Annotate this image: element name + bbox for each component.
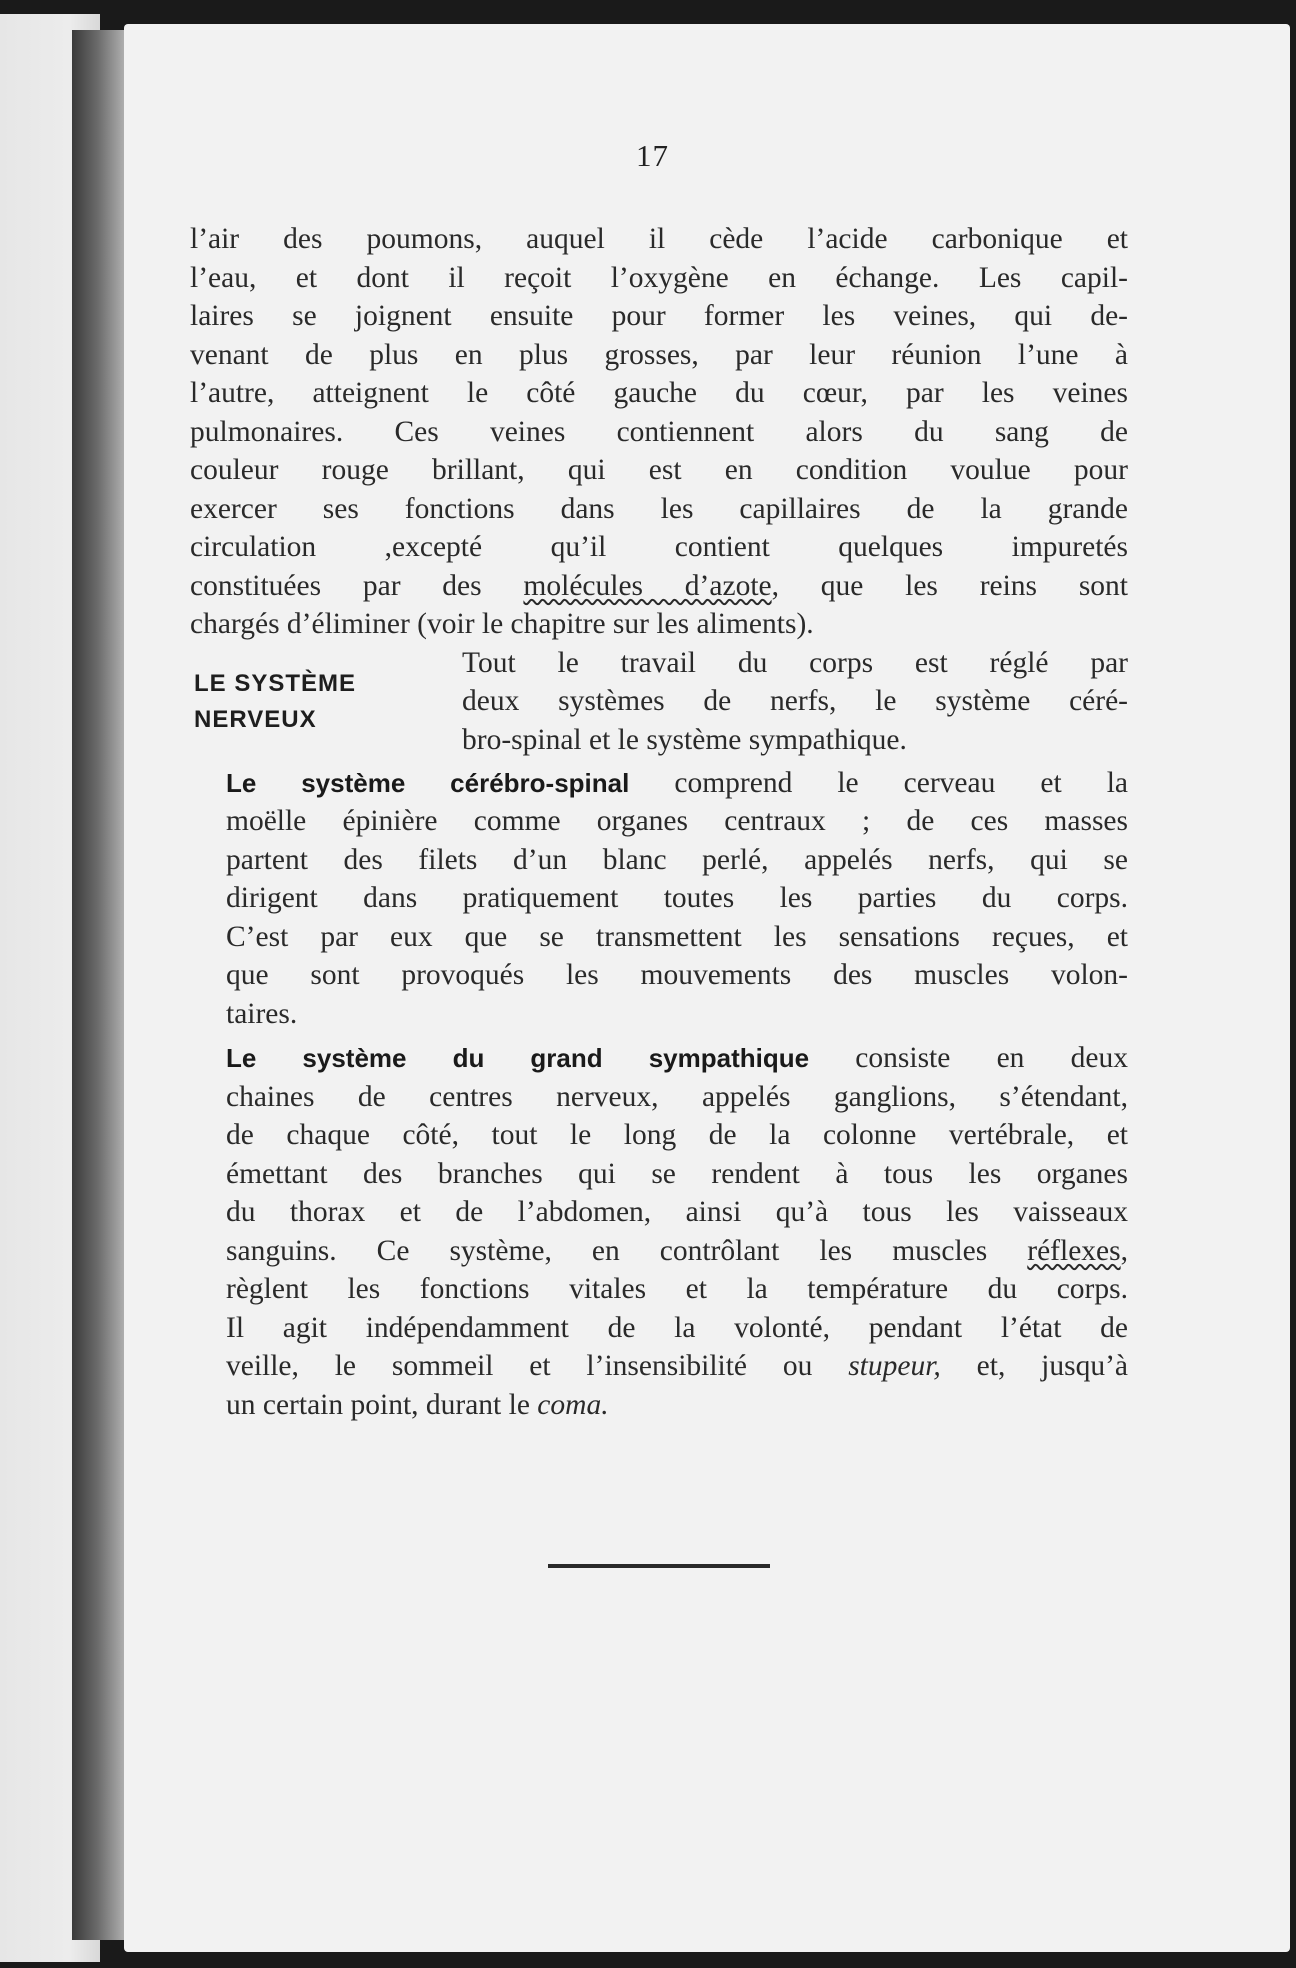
- section-intro-text: [462, 644, 1128, 760]
- text-line: émettant des branches qui se rendent à tous les organes: [226, 1157, 1128, 1190]
- text-line: pulmonaires. Ces veines contiennent alors du sang de: [190, 415, 1128, 448]
- section-systeme-nerveux: [190, 644, 1128, 764]
- text-line: deux systèmes de nerfs, le système céré-: [462, 685, 1128, 717]
- side-heading-line: LE SYSTÈME: [194, 669, 357, 697]
- text-line: l’air des poumons, auquel il cède l’acide carbonique et: [190, 223, 1128, 255]
- text-fragment: consiste en deux: [809, 1042, 1128, 1074]
- text-line: Tout le travail du corps est réglé par: [462, 646, 1128, 679]
- text-line: bro-spinal et le système sympathique.: [462, 723, 907, 756]
- text-line: [190, 764, 1128, 803]
- section-end-rule: [548, 1564, 770, 1568]
- bold-term: Le système cérébro-spinal: [226, 767, 630, 798]
- page-body: [190, 220, 1128, 1424]
- text-line: [190, 1039, 1128, 1078]
- text-line: laires se joignent ensuite pour former les veines, qui de-: [190, 300, 1128, 332]
- side-heading-line: NERVEUX: [194, 705, 317, 733]
- text-fragment: veille, le sommeil et l’insensibilité ou: [226, 1350, 849, 1382]
- underlined-phrase: molécules d’azote: [523, 569, 772, 602]
- text-line: exercer ses fonctions dans les capillaires de la grande: [190, 492, 1128, 525]
- text-line: circulation ,excepté qu’il contient quelques impuretés: [190, 531, 1128, 563]
- text-line: de chaque côté, tout le long de la colonne vertébrale, et: [226, 1119, 1128, 1151]
- text-fragment: , que les reins sont: [771, 569, 1128, 602]
- text-line: partent des filets d’un blanc perlé, appelés nerfs, qui se: [226, 843, 1128, 876]
- text-line: Il agit indépendamment de la volonté, pendant l’état de: [226, 1311, 1128, 1344]
- page-number: 17: [636, 138, 669, 173]
- text-line: [190, 1347, 1128, 1386]
- side-heading: [194, 666, 414, 738]
- text-line: taires.: [226, 997, 298, 1030]
- text-line: l’autre, atteignent le côté gauche du cœur, par les veines: [190, 377, 1128, 409]
- italic-term: stupeur,: [848, 1350, 941, 1382]
- text-line: que sont provoqués les mouvements des muscles volon-: [226, 959, 1128, 991]
- text-fragment: et, jusqu’à: [940, 1350, 1128, 1382]
- text-fragment: comprend le cerveau et la: [629, 766, 1128, 799]
- text-line: couleur rouge brillant, qui est en condition voulue pour: [190, 454, 1128, 486]
- text-line: venant de plus en plus grosses, par leur réunion l’une à: [190, 338, 1128, 371]
- text-line: chargés d’éliminer (voir le chapitre sur les aliments).: [190, 608, 814, 640]
- text-line: [190, 1386, 1128, 1425]
- italic-term: coma.: [537, 1388, 609, 1421]
- text-fragment: un certain point, durant le: [226, 1388, 538, 1421]
- text-line: chaines de centres nerveux, appelés ganglions, s’étendant,: [226, 1080, 1128, 1113]
- paragraph-circulation: [190, 220, 1128, 644]
- text-fragment: ,: [1120, 1234, 1128, 1267]
- paragraph-grand-sympathique: [190, 1039, 1128, 1424]
- text-line: du thorax et de l’abdomen, ainsi qu’à tous les vaisseaux: [226, 1196, 1128, 1228]
- text-line: règlent les fonctions vitales et la température du corps.: [226, 1273, 1128, 1305]
- bold-term: Le système du grand sympathique: [226, 1043, 810, 1073]
- paragraph-cerebro-spinal: [190, 764, 1128, 1034]
- book-spine-shadow: [72, 30, 128, 1940]
- text-line: dirigent dans pratiquement toutes les parties du corps.: [226, 882, 1128, 914]
- text-line: moëlle épinière comme organes centraux ; de ces masses: [226, 805, 1128, 837]
- text-fragment: sanguins. Ce système, en contrôlant les muscles: [226, 1234, 1028, 1267]
- text-line: C’est par eux que se transmettent les sensations reçues, et: [226, 920, 1128, 953]
- text-fragment: constituées par des: [190, 569, 524, 602]
- text-line: [190, 567, 1128, 606]
- text-line: [190, 1232, 1128, 1271]
- text-line: l’eau, et dont il reçoit l’oxygène en échange. Les capil-: [190, 261, 1128, 294]
- underlined-phrase: réflexes: [1027, 1234, 1121, 1267]
